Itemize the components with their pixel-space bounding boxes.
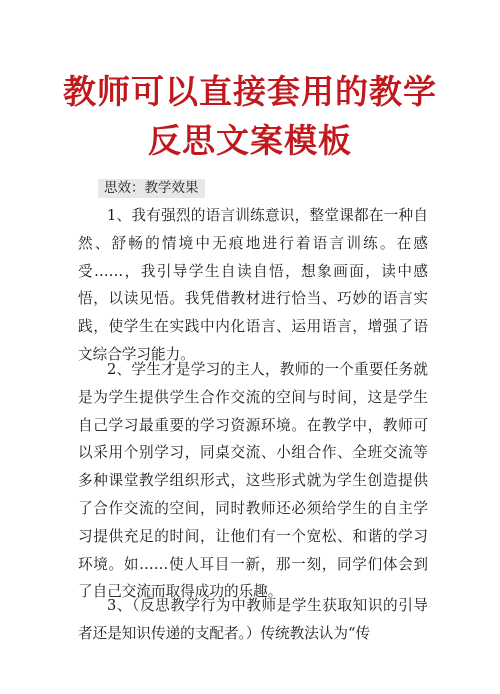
paragraph-3: 3、（反思教学行为中教师是学生获取知识的引导者还是知识传递的支配者。）传统教法认为“传 bbox=[78, 597, 428, 642]
paragraph-2: 2、学生才是学习的主人，教师的一个重要任务就是为学生提供学生合作交流的空间与时间，这是学生自己学习最重要的学习资源环境。在教学中，教师可以采用个别学习，同桌交流、小组合作、全班交流等多种课堂教学组织形式，这些形式就为学生创造提供了合作交流的空间，同时教师还必须给学生的自主学习提供充足的时间，让他们有一个宽松、和谐的学习环境。如……使人耳目一新，那一刻，同学们体会到了自己交流而取得成功的乐趣。 bbox=[78, 361, 428, 601]
title-line-1: 教师可以直接套用的教学 bbox=[63, 72, 437, 111]
section-heading: 思效：教学效果 bbox=[98, 179, 205, 198]
title-line-2: 反思文案模板 bbox=[148, 121, 352, 160]
paragraph-1: 1、我有强烈的语言训练意识，整堂课都在一种自然、舒畅的情境中无痕地进行着语言训练。在感受……，我引导学生自读自悟，想象画面，读中感悟，以读见悟。我凭借教材进行恰当、巧妙的语言实践，使学生在实践中内化语言、运用语言，增强了语文综合学习能力。 bbox=[78, 207, 428, 363]
